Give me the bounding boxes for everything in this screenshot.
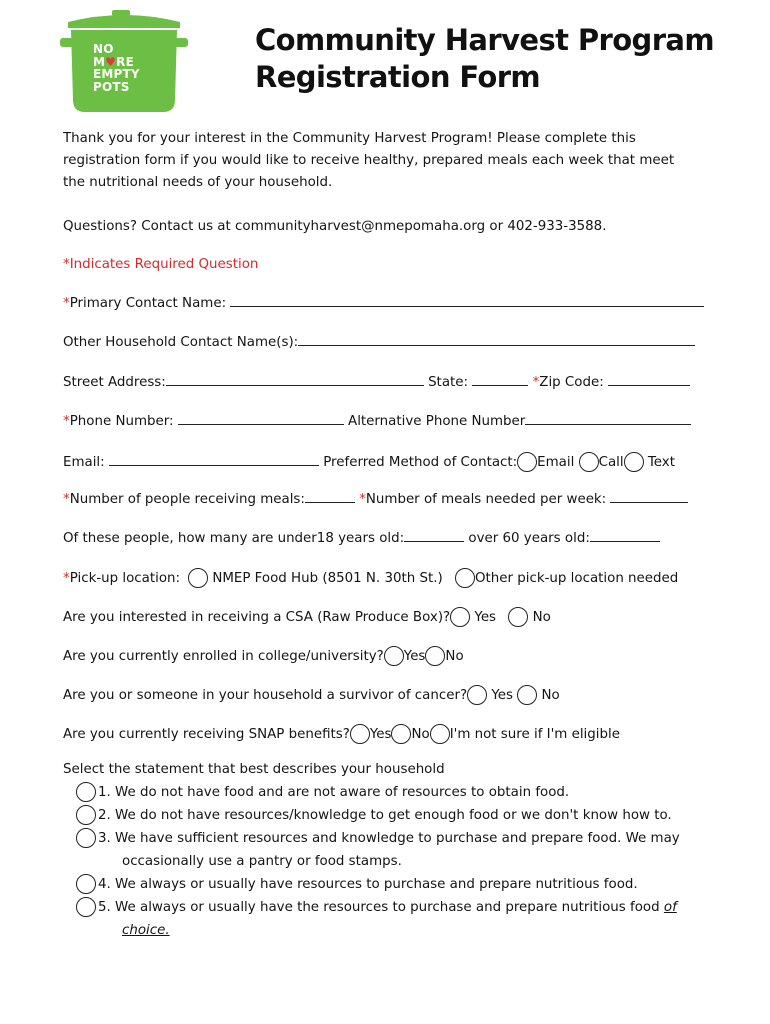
statement-3-radio[interactable] (76, 828, 96, 848)
num-people-field[interactable] (305, 490, 355, 503)
snap-row: Are you currently receiving SNAP benefits? Yes No I'm not sure if I'm eligible (63, 724, 620, 744)
statement-4-radio[interactable] (76, 874, 96, 894)
intro-paragraph: Thank you for your interest in the Community Harvest Program! Please complete this registration form if you would like to receive healthy, prepared meals each week that meet the nutritional needs of your household. (63, 131, 675, 190)
statement-item: 1. We do not have food and are not aware of resources to obtain food. (76, 781, 680, 804)
pickup-hub-radio[interactable] (188, 568, 208, 588)
statement-5-continued: choice. (122, 923, 170, 938)
ages-row: Of these people, how many are under18 years old: over 60 years old: (63, 529, 660, 546)
statement-5-radio[interactable] (76, 897, 96, 917)
phone-field[interactable] (178, 412, 344, 425)
statements-heading: Select the statement that best describes your household (63, 762, 445, 777)
contact-call-radio[interactable] (579, 452, 599, 472)
cancer-row: Are you or someone in your household a survivor of cancer? Yes No (63, 685, 560, 705)
pickup-other-radio[interactable] (455, 568, 475, 588)
address-row: Street Address: State: *Zip Code: (63, 373, 690, 390)
college-row: Are you currently enrolled in college/university? Yes No (63, 646, 464, 666)
under18-field[interactable] (404, 529, 464, 542)
primary-contact-field[interactable] (230, 294, 704, 307)
statement-item: 4. We always or usually have resources to purchase and prepare nutritious food. (76, 873, 680, 896)
statement-3-continued: occasionally use a pantry or food stamps. (122, 854, 402, 869)
cancer-no-radio[interactable] (517, 685, 537, 705)
cancer-yes-radio[interactable] (467, 685, 487, 705)
other-contact-row: Other Household Contact Name(s): (63, 333, 695, 350)
college-no-radio[interactable] (425, 646, 445, 666)
contact-text-radio[interactable] (624, 452, 644, 472)
statements-list (76, 781, 680, 942)
statement-2-radio[interactable] (76, 805, 96, 825)
contact-info: Questions? Contact us at communityharvest@nmepomaha.org or 402-933-3588. (63, 219, 607, 234)
phone-row: *Phone Number: Alternative Phone Number (63, 412, 691, 429)
snap-yes-radio[interactable] (350, 724, 370, 744)
contact-email-radio[interactable] (517, 452, 537, 472)
required-note: *Indicates Required Question (63, 257, 259, 272)
logo-text: NO M♥RE EMPTY POTS (93, 42, 140, 94)
csa-yes-radio[interactable] (450, 607, 470, 627)
num-meals-field[interactable] (610, 490, 688, 503)
college-yes-radio[interactable] (384, 646, 404, 666)
over60-field[interactable] (590, 529, 660, 542)
statement-1-radio[interactable] (76, 782, 96, 802)
csa-row: Are you interested in receiving a CSA (Raw Produce Box)? Yes No (63, 607, 551, 627)
state-field[interactable] (472, 373, 528, 386)
zip-field[interactable] (608, 373, 690, 386)
snap-no-radio[interactable] (391, 724, 411, 744)
page-title: Community Harvest Program Registration Form (255, 23, 714, 94)
csa-no-radio[interactable] (508, 607, 528, 627)
meals-row: *Number of people receiving meals: *Number of meals needed per week: (63, 490, 688, 507)
email-field[interactable] (109, 453, 319, 466)
statement-item: 3. We have sufficient resources and knowledge to purchase and prepare food. We may (76, 827, 680, 850)
alt-phone-field[interactable] (525, 412, 691, 425)
email-row: Email: Preferred Method of Contact: Email Call Text (63, 452, 675, 472)
pickup-row: *Pick-up location: NMEP Food Hub (8501 N. 30th St.) Other pick-up location needed (63, 568, 678, 588)
snap-unsure-radio[interactable] (430, 724, 450, 744)
statement-item: 2. We do not have resources/knowledge to get enough food or we don't know how to. (76, 804, 680, 827)
primary-contact-row: *Primary Contact Name: (63, 294, 704, 311)
other-contact-field[interactable] (298, 333, 695, 346)
statement-item: 5. We always or usually have the resources to purchase and prepare nutritious food of (76, 896, 680, 919)
street-field[interactable] (166, 373, 424, 386)
